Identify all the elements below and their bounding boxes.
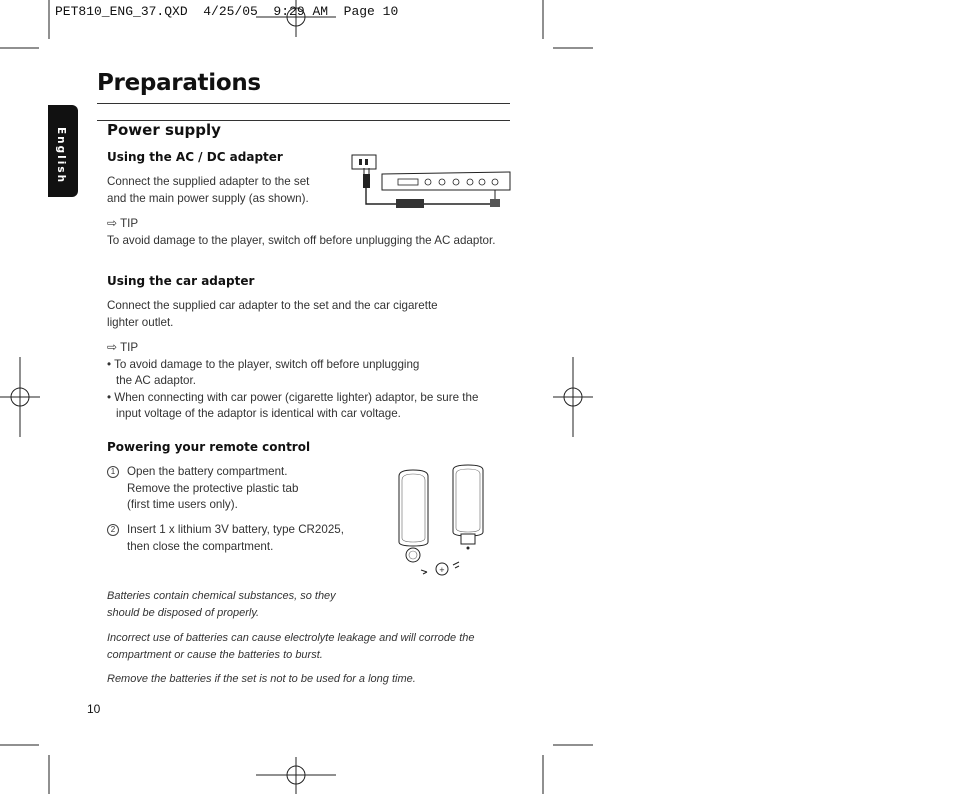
section-heading-power-supply: Power supply <box>107 121 221 139</box>
step-1-line-1: Open the battery compartment. <box>127 465 288 478</box>
car-tip-bullet-1-cont: the AC adaptor. <box>116 374 196 387</box>
warning-2-line-2: compartment or cause the batteries to burst. <box>107 648 323 661</box>
car-line-1: Connect the supplied car adapter to the set and the car cigarette <box>107 299 438 312</box>
subheading-ac-dc: Using the AC / DC adapter <box>107 150 283 164</box>
language-tab <box>48 105 78 197</box>
title-rule <box>97 103 510 104</box>
car-tip-bullet-1: • To avoid damage to the player, switch off before unplugging <box>107 357 420 371</box>
page-number: 10 <box>87 702 101 716</box>
tip-arrow-icon: ⇨ <box>107 340 118 354</box>
warning-long-time: Remove the batteries if the set is not to be used for a long time. <box>107 673 416 685</box>
remote-battery-illustration <box>393 462 493 582</box>
step-1-line-2: Remove the protective plastic tab <box>127 481 299 495</box>
ac-dc-tip-text: To avoid damage to the player, switch off before unplugging the AC adaptor. <box>107 233 496 247</box>
ac-adapter-illustration <box>350 152 512 214</box>
ac-dc-tip <box>107 215 495 249</box>
language-tab-label: English <box>55 127 67 185</box>
remote-step-2 <box>107 522 344 555</box>
warning-leakage <box>107 630 474 663</box>
warning-1-line-2: should be disposed of properly. <box>107 606 260 619</box>
remote-step-1 <box>107 464 298 514</box>
warning-2-line-1: Incorrect use of batteries can cause electrolyte leakage and will corrode the <box>107 632 475 644</box>
car-tip-label: TIP <box>120 341 139 354</box>
step-number-1: 1 <box>107 466 119 478</box>
warning-1-line-1: Batteries contain chemical substances, so they <box>107 590 336 602</box>
car-tip-bullet-2: • When connecting with car power (cigarette lighter) adaptor, be sure the <box>107 390 479 404</box>
ac-dc-line-1: Connect the supplied adapter to the set <box>107 175 310 188</box>
ac-dc-tip-label: TIP <box>120 217 139 230</box>
subheading-car-adapter: Using the car adapter <box>107 274 255 288</box>
ac-dc-instructions <box>107 174 309 207</box>
car-tip <box>107 339 478 423</box>
tip-arrow-icon: ⇨ <box>107 216 118 230</box>
warning-disposal <box>107 588 336 621</box>
ac-dc-line-2: and the main power supply (as shown). <box>107 191 309 205</box>
page-title: Preparations <box>97 70 261 96</box>
svg-text:+: + <box>439 566 445 574</box>
car-instructions <box>107 298 438 331</box>
step-2-line-1: Insert 1 x lithium 3V battery, type CR2025, <box>127 523 344 536</box>
car-tip-bullet-2-cont: input voltage of the adaptor is identical with car voltage. <box>116 407 401 420</box>
subheading-remote: Powering your remote control <box>107 440 311 454</box>
step-number-2: 2 <box>107 524 119 536</box>
step-2-line-2: then close the compartment. <box>127 539 274 553</box>
car-line-2: lighter outlet. <box>107 315 174 329</box>
print-slug: PET810_ENG_37.QXD 4/25/05 9:29 AM Page 10 <box>55 4 399 19</box>
step-1-line-3: (first time users only). <box>127 498 238 511</box>
